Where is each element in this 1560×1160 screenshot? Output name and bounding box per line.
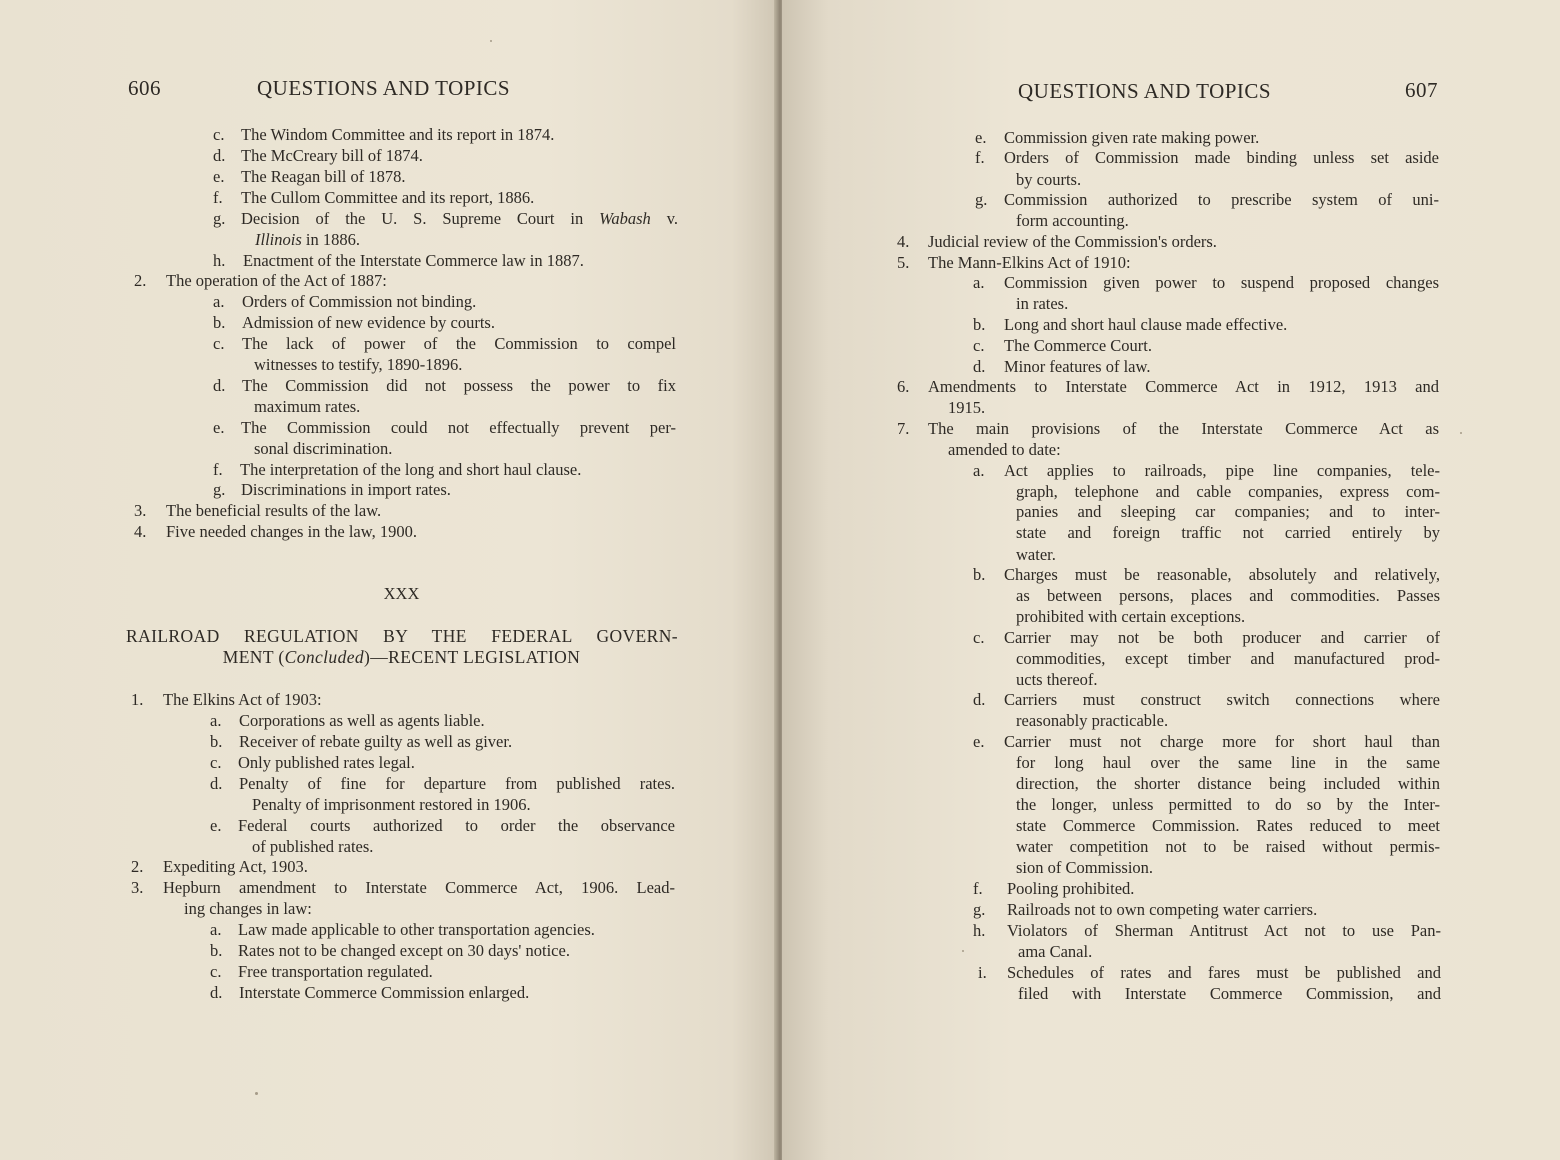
list-item: a. Corporations as well as agents liable. — [210, 711, 485, 730]
list-item: e. Carrier must not charge more for short haul than — [973, 732, 1440, 751]
list-item: a. Commission given power to suspend proposed changes — [973, 273, 1439, 292]
list-item: d. The McCreary bill of 1874. — [213, 146, 423, 165]
list-item-continuation: in rates. — [1016, 294, 1069, 313]
list-item: e. Commission given rate making power. — [975, 128, 1260, 147]
list-item: b. Receiver of rebate guilty as well as giver. — [210, 732, 513, 751]
list-item: f. The Cullom Committee and its report, 1886. — [213, 188, 535, 207]
list-item: c. Carrier may not be both producer and carrier of — [973, 628, 1440, 647]
list-item-continuation: graph, telephone and cable companies, express com- — [1016, 482, 1440, 501]
page-number: 607 — [1405, 78, 1438, 102]
list-item: d. Penalty of fine for departure from published rates. — [210, 774, 675, 793]
list-item: 4. Five needed changes in the law, 1900. — [134, 522, 417, 541]
list-item: 5. The Mann-Elkins Act of 1910: — [897, 253, 1131, 272]
section-number-wrap — [124, 584, 679, 606]
list-item: 3. Hepburn amendment to Interstate Commerce Act, 1906. Lead- — [131, 878, 675, 897]
list-item: i. Schedules of rates and fares must be published and — [978, 963, 1441, 982]
list-item: e. The Reagan bill of 1878. — [213, 167, 406, 186]
list-item: b. Charges must be reasonable, absolutely and relatively, — [973, 565, 1440, 584]
list-item-continuation: filed with Interstate Commerce Commission, and — [1018, 984, 1441, 1003]
list-item: d. Carriers must construct switch connections where — [973, 690, 1440, 709]
list-item: f. Pooling prohibited. — [973, 879, 1135, 898]
paper-speck — [490, 40, 492, 42]
list-item: g. Commission authorized to prescribe system of uni- — [975, 190, 1439, 209]
list-item: a. Orders of Commission not binding. — [213, 292, 477, 311]
list-item: 2. The operation of the Act of 1887: — [134, 271, 387, 290]
list-item-continuation: 1915. — [948, 398, 986, 417]
list-item-continuation: maximum rates. — [254, 397, 361, 416]
list-item: b. Admission of new evidence by courts. — [213, 313, 495, 332]
list-item-continuation: by courts. — [1016, 170, 1082, 189]
section-title-line2: MENT (Concluded)—RECENT LEGISLATION — [222, 647, 581, 667]
paper-speck — [1460, 432, 1462, 434]
list-item: a. Law made applicable to other transportation agencies. — [210, 920, 595, 939]
right-page — [782, 0, 1560, 1160]
list-item: h. Violators of Sherman Antitrust Act not to use Pan- — [973, 921, 1441, 940]
paper-speck — [255, 1092, 258, 1095]
list-item-continuation: prohibited with certain exceptions. — [1016, 607, 1246, 626]
list-item: h. Enactment of the Interstate Commerce law in 1887. — [213, 251, 584, 270]
list-item: d. Interstate Commerce Commission enlarged. — [210, 983, 530, 1002]
list-item: 1. The Elkins Act of 1903: — [131, 690, 322, 709]
list-item-continuation: reasonably practicable. — [1016, 711, 1169, 730]
list-item-continuation: commodities, except timber and manufactured prod- — [1016, 649, 1440, 668]
list-item: 4. Judicial review of the Commission's orders. — [897, 232, 1217, 251]
list-item: c. The Commerce Court. — [973, 336, 1153, 355]
list-item-continuation: of published rates. — [252, 837, 374, 856]
section-number: XXX — [383, 584, 420, 603]
list-item: 3. The beneficial results of the law. — [134, 501, 382, 520]
list-item: g. Railroads not to own competing water carriers. — [973, 900, 1318, 919]
list-item-continuation: ucts thereof. — [1016, 670, 1098, 689]
list-item-continuation: ing changes in law: — [184, 899, 312, 918]
list-item-continuation: form accounting. — [1016, 211, 1129, 230]
paper-speck — [962, 950, 964, 952]
running-head: QUESTIONS AND TOPICS — [1018, 79, 1272, 103]
list-item: d. Minor features of law. — [973, 357, 1151, 376]
list-item-continuation: sion of Commission. — [1016, 858, 1154, 877]
list-item: c. The lack of power of the Commission to compel — [213, 334, 676, 353]
list-item: f. The interpretation of the long and short haul clause. — [213, 460, 582, 479]
list-item: d. The Commission did not possess the power to fix — [213, 376, 676, 395]
list-item-continuation: state and foreign traffic not carried entirely by — [1016, 523, 1440, 542]
list-item: 6. Amendments to Interstate Commerce Act in 1912, 1913 and — [897, 377, 1439, 396]
left-page — [0, 0, 778, 1160]
section-title: RAILROAD REGULATION BY THE FEDERAL GOVERN- — [126, 626, 678, 646]
list-item: f. Orders of Commission made binding unless set aside — [975, 148, 1439, 167]
list-item: g. Discriminations in import rates. — [213, 480, 451, 499]
list-item: c. The Windom Committee and its report in 1874. — [213, 125, 555, 144]
list-item: b. Long and short haul clause made effective. — [973, 315, 1288, 334]
list-item: 2. Expediting Act, 1903. — [131, 857, 308, 876]
list-item-continuation: panies and sleeping car companies; and to inter- — [1016, 502, 1440, 521]
list-item-continuation: state Commerce Commission. Rates reduced to meet — [1016, 816, 1440, 835]
list-item: b. Rates not to be changed except on 30 days' notice. — [210, 941, 570, 960]
list-item: a. Act applies to railroads, pipe line companies, tele- — [973, 461, 1440, 480]
list-item: e. The Commission could not effectually prevent per- — [213, 418, 676, 437]
list-item-continuation: Penalty of imprisonment restored in 1906. — [252, 795, 531, 814]
list-item-continuation: the longer, unless permitted to do so by the Inter- — [1016, 795, 1440, 814]
list-item-continuation: water. — [1016, 545, 1056, 564]
page-number: 606 — [128, 76, 161, 100]
list-item-continuation: witnesses to testify, 1890-1896. — [254, 355, 463, 374]
list-item: c. Free transportation regulated. — [210, 962, 433, 981]
section-title-line2-wrap — [124, 647, 679, 669]
running-head: QUESTIONS AND TOPICS — [257, 76, 511, 100]
list-item-continuation: direction, the shorter distance being included within — [1016, 774, 1440, 793]
list-item-continuation: as between persons, places and commodities. Passes — [1016, 586, 1440, 605]
list-item-continuation: amended to date: — [948, 440, 1061, 459]
list-item: g. Decision of the U. S. Supreme Court in Wabash v. — [213, 209, 679, 228]
list-item: e. Federal courts authorized to order the observance — [210, 816, 675, 835]
list-item-continuation: sonal discrimination. — [254, 439, 393, 458]
list-item-continuation: Illinois in 1886. — [255, 230, 360, 249]
list-item: 7. The main provisions of the Interstate Commerce Act as — [897, 419, 1439, 438]
list-item: c. Only published rates legal. — [210, 753, 415, 772]
list-item-continuation: ama Canal. — [1018, 942, 1093, 961]
list-item-continuation: water competition not to be raised without permis- — [1016, 837, 1440, 856]
list-item-continuation: for long haul over the same line in the same — [1016, 753, 1440, 772]
